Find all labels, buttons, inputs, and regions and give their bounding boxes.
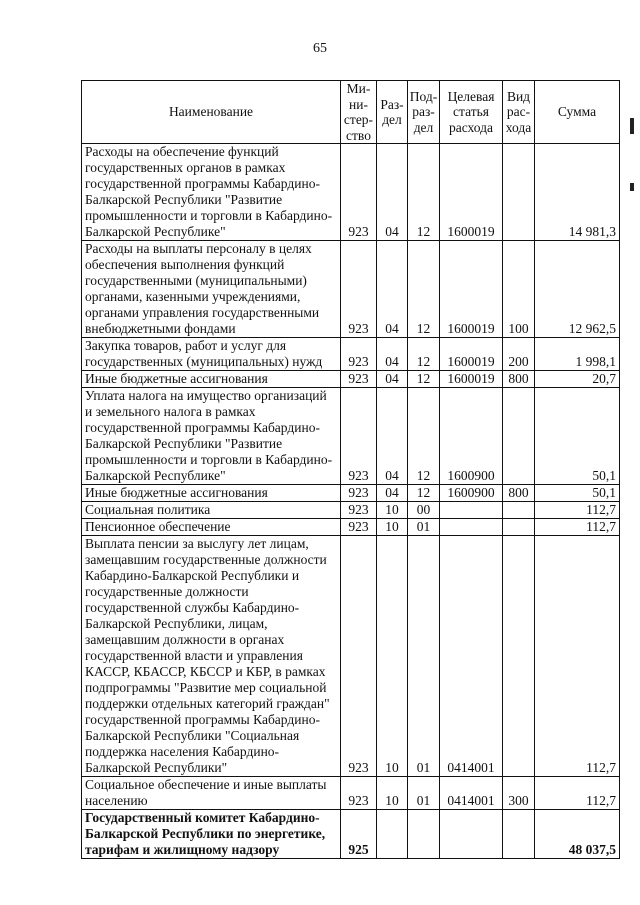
cell-section: 10 bbox=[377, 536, 408, 777]
table-row bbox=[82, 810, 620, 859]
cell-name: Иные бюджетные ассигнования bbox=[82, 485, 341, 502]
cell-target bbox=[440, 810, 503, 859]
cell-sum: 48 037,5 bbox=[535, 810, 620, 859]
cell-section: 04 bbox=[377, 241, 408, 338]
cell-sum: 112,7 bbox=[535, 536, 620, 777]
cell-expense-type bbox=[503, 502, 535, 519]
cell-subsection: 00 bbox=[408, 502, 440, 519]
table-row bbox=[82, 502, 620, 519]
cell-target bbox=[440, 519, 503, 536]
header-ministry: Ми- ни- стер- ство bbox=[341, 81, 377, 144]
cell-subsection: 12 bbox=[408, 485, 440, 502]
cell-sum: 14 981,3 bbox=[535, 144, 620, 241]
cell-name: Пенсионное обеспечение bbox=[82, 519, 341, 536]
table-row bbox=[82, 536, 620, 777]
table-row bbox=[82, 371, 620, 388]
cell-ministry: 923 bbox=[341, 388, 377, 485]
cell-section: 04 bbox=[377, 144, 408, 241]
header-name: Наименование bbox=[82, 81, 341, 144]
header-subsection: Под- раз- дел bbox=[408, 81, 440, 144]
cell-target: 1600019 bbox=[440, 144, 503, 241]
cell-sum: 112,7 bbox=[535, 519, 620, 536]
cell-subsection: 01 bbox=[408, 519, 440, 536]
budget-table bbox=[81, 80, 620, 859]
table-body bbox=[82, 144, 620, 859]
cell-ministry: 923 bbox=[341, 536, 377, 777]
cell-ministry: 923 bbox=[341, 502, 377, 519]
cell-sum: 1 998,1 bbox=[535, 338, 620, 371]
cell-expense-type: 800 bbox=[503, 371, 535, 388]
cell-target: 1600019 bbox=[440, 371, 503, 388]
cell-name: Расходы на выплаты персоналу в целях обеспечения выполнения функций государственными (муниципальными) органами, казенными учреждениями, органами управления государственными внебюджетными фондами bbox=[82, 241, 341, 338]
cell-section: 10 bbox=[377, 502, 408, 519]
cell-name: Закупка товаров, работ и услуг для государственных (муниципальных) нужд bbox=[82, 338, 341, 371]
cell-target: 0414001 bbox=[440, 536, 503, 777]
cell-sum: 50,1 bbox=[535, 485, 620, 502]
cell-section: 10 bbox=[377, 777, 408, 810]
cell-sum: 112,7 bbox=[535, 502, 620, 519]
cell-name: Уплата налога на имущество организаций и земельного налога в рамках государственной программы Кабардино-Балкарской Республики "Развитие промышленности и торговли в Кабардино-Балкарской Республике" bbox=[82, 388, 341, 485]
cell-section: 04 bbox=[377, 485, 408, 502]
table-header-row bbox=[82, 81, 620, 144]
cell-subsection: 12 bbox=[408, 241, 440, 338]
table-row bbox=[82, 144, 620, 241]
cell-ministry: 923 bbox=[341, 241, 377, 338]
header-target: Целевая статья расхода bbox=[440, 81, 503, 144]
cell-ministry: 923 bbox=[341, 371, 377, 388]
cell-target: 1600900 bbox=[440, 388, 503, 485]
cell-expense-type: 100 bbox=[503, 241, 535, 338]
cell-subsection: 01 bbox=[408, 536, 440, 777]
page-number: 65 bbox=[313, 41, 327, 56]
cell-target: 1600900 bbox=[440, 485, 503, 502]
scan-edge-mark bbox=[630, 183, 634, 191]
cell-subsection: 12 bbox=[408, 388, 440, 485]
cell-target: 1600019 bbox=[440, 241, 503, 338]
cell-subsection: 01 bbox=[408, 777, 440, 810]
cell-ministry: 923 bbox=[341, 144, 377, 241]
cell-expense-type: 800 bbox=[503, 485, 535, 502]
cell-section: 04 bbox=[377, 388, 408, 485]
cell-ministry: 925 bbox=[341, 810, 377, 859]
cell-expense-type bbox=[503, 388, 535, 485]
cell-sum: 112,7 bbox=[535, 777, 620, 810]
cell-sum: 20,7 bbox=[535, 371, 620, 388]
table-row bbox=[82, 241, 620, 338]
cell-name: Расходы на обеспечение функций государственных органов в рамках государственной программы Кабардино-Балкарской Республики "Развитие промышленности и торговли в Кабардино-Балкарской Республике" bbox=[82, 144, 341, 241]
cell-subsection: 12 bbox=[408, 371, 440, 388]
scan-edge-mark bbox=[630, 118, 634, 134]
cell-section: 10 bbox=[377, 519, 408, 536]
cell-target: 1600019 bbox=[440, 338, 503, 371]
cell-expense-type bbox=[503, 519, 535, 536]
cell-subsection bbox=[408, 810, 440, 859]
cell-ministry: 923 bbox=[341, 777, 377, 810]
cell-expense-type bbox=[503, 144, 535, 241]
cell-sum: 50,1 bbox=[535, 388, 620, 485]
table-row bbox=[82, 777, 620, 810]
cell-section: 04 bbox=[377, 338, 408, 371]
cell-ministry: 923 bbox=[341, 338, 377, 371]
cell-expense-type: 200 bbox=[503, 338, 535, 371]
cell-subsection: 12 bbox=[408, 144, 440, 241]
table-row bbox=[82, 338, 620, 371]
cell-name: Иные бюджетные ассигнования bbox=[82, 371, 341, 388]
cell-subsection: 12 bbox=[408, 338, 440, 371]
cell-ministry: 923 bbox=[341, 485, 377, 502]
cell-name: Выплата пенсии за выслугу лет лицам, замещавшим государственные должности Кабардино-Балкарской Республики и государственные должности государственной службы Кабардино-Балкарской Республики, лицам, замещавшим должности в органах государственной власти и управления КАССР, КБАССР, КБССР и КБР, в рамках подпрограммы "Развитие мер социальной поддержки отдельных категорий граждан" государственной программы Кабардино-Балкарской Республики "Социальная поддержка населения Кабардино-Балкарской Республики" bbox=[82, 536, 341, 777]
table-row bbox=[82, 388, 620, 485]
cell-name: Государственный комитет Кабардино-Балкарской Республики по энергетике, тарифам и жилищному надзору bbox=[82, 810, 341, 859]
cell-ministry: 923 bbox=[341, 519, 377, 536]
cell-expense-type bbox=[503, 536, 535, 777]
cell-name: Социальная политика bbox=[82, 502, 341, 519]
cell-expense-type bbox=[503, 810, 535, 859]
cell-section: 04 bbox=[377, 371, 408, 388]
cell-target: 0414001 bbox=[440, 777, 503, 810]
cell-name: Социальное обеспечение и иные выплаты населению bbox=[82, 777, 341, 810]
cell-sum: 12 962,5 bbox=[535, 241, 620, 338]
header-sum: Сумма bbox=[535, 81, 620, 144]
header-expense-type: Вид рас- хода bbox=[503, 81, 535, 144]
header-section: Раз- дел bbox=[377, 81, 408, 144]
cell-expense-type: 300 bbox=[503, 777, 535, 810]
table-row bbox=[82, 485, 620, 502]
table-row bbox=[82, 519, 620, 536]
cell-section bbox=[377, 810, 408, 859]
cell-target bbox=[440, 502, 503, 519]
